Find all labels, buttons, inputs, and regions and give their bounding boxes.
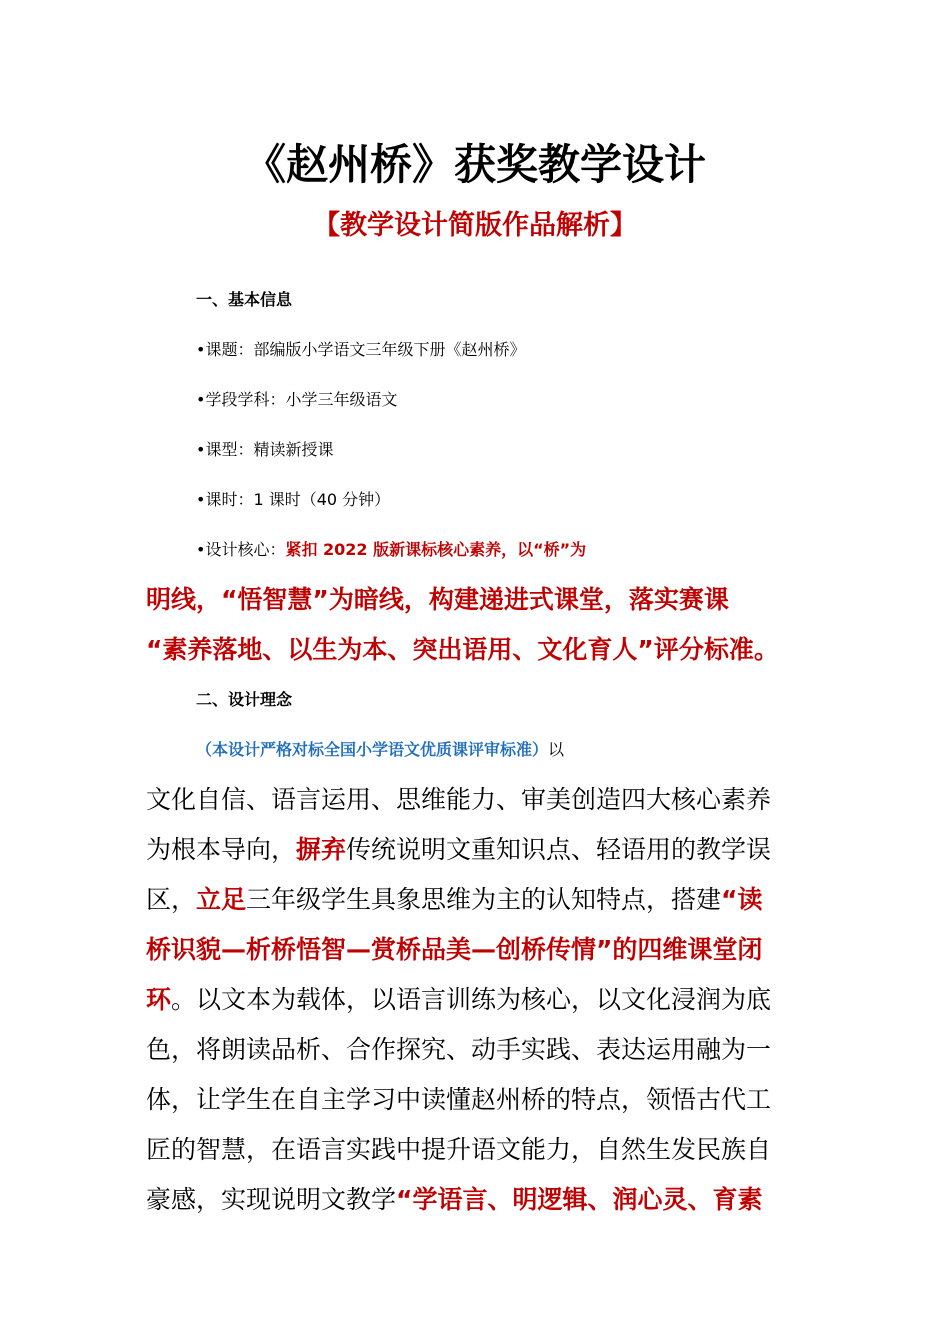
concept-line-3-a: 为根本导向， <box>146 835 297 864</box>
concept-line-4-red: “读 <box>721 885 763 914</box>
concept-line-4-b: 三年级学生具象思维为主的认知特点，搭建 <box>246 885 722 914</box>
info-design-core-text: 紧扣 2022 版新课标核心素养，以“桥”为 <box>285 540 587 559</box>
info-subject-value: 小学三年级语文 <box>285 390 398 409</box>
info-lesson-type-label: •课型： <box>196 440 254 459</box>
concept-line-1 <box>196 730 858 770</box>
info-class-hours-label: •课时： <box>196 490 254 509</box>
section-heading-basic-info: 一、基本信息 <box>196 290 293 309</box>
concept-line-10 <box>146 1180 808 1220</box>
concept-line-10-red: “学语言、明逻辑、润心灵、育素 <box>396 1185 763 1214</box>
concept-line-2: 文化自信、语言运用、思维能力、审美创造四大核心素养 <box>146 785 772 814</box>
info-class-hours-value: 1 课时（40 分钟） <box>253 490 391 509</box>
concept-line-4-a: 区， <box>146 885 197 914</box>
design-core-line-2: 明线，“悟智慧”为暗线，构建递进式课堂，落实赛课 <box>146 585 729 614</box>
concept-line-6-red: 环 <box>146 985 172 1014</box>
concept-line-7: 色，将朗读品析、合作探究、动手实践、表达运用融为一 <box>146 1035 772 1064</box>
concept-line-8: 体，让学生在自主学习中读懂赵州桥的特点，领悟古代工 <box>146 1085 772 1114</box>
concept-keyword-abandon: 摒弃 <box>296 835 347 864</box>
info-design-core <box>196 530 858 570</box>
info-topic-label: •课题： <box>196 340 254 359</box>
document-title: 《赵州桥》获奖教学设计 <box>243 140 706 189</box>
document-subtitle: 【教学设计简版作品解析】 <box>313 210 637 241</box>
concept-line-5: 桥识貌—析桥悟智—赏桥品美—创桥传情”的四维课堂闭 <box>146 935 763 964</box>
concept-line-1-text: 以 <box>548 740 565 759</box>
info-topic <box>196 330 858 370</box>
info-topic-value: 部编版小学语文三年级下册《赵州桥》 <box>253 340 526 359</box>
info-subject <box>196 380 858 420</box>
section-heading-design-concept: 二、设计理念 <box>196 690 293 709</box>
concept-keyword-based: 立足 <box>196 885 247 914</box>
concept-line-6 <box>146 980 808 1020</box>
info-lesson-type-value: 精读新授课 <box>253 440 334 459</box>
concept-line-10-a: 豪感，实现说明文教学 <box>146 1185 397 1214</box>
info-lesson-type <box>196 430 858 470</box>
concept-line-4 <box>146 880 808 920</box>
info-subject-label: •学段学科： <box>196 390 286 409</box>
info-design-core-label: •设计核心： <box>196 540 286 559</box>
concept-standard-note: （本设计严格对标全国小学语文优质课评审标准） <box>196 740 549 759</box>
info-class-hours <box>196 480 858 520</box>
concept-line-9: 匠的智慧，在语言实践中提升语文能力，自然生发民族自 <box>146 1135 772 1164</box>
concept-line-3 <box>146 830 808 870</box>
design-core-line-3: “素养落地、以生为本、突出语用、文化育人”评分标准。 <box>146 635 779 664</box>
concept-line-6-text: 。以文本为载体，以语言训练为核心，以文化浸润为底 <box>171 985 772 1014</box>
concept-line-3-b: 传统说明文重知识点、轻语用的教学误 <box>346 835 772 864</box>
